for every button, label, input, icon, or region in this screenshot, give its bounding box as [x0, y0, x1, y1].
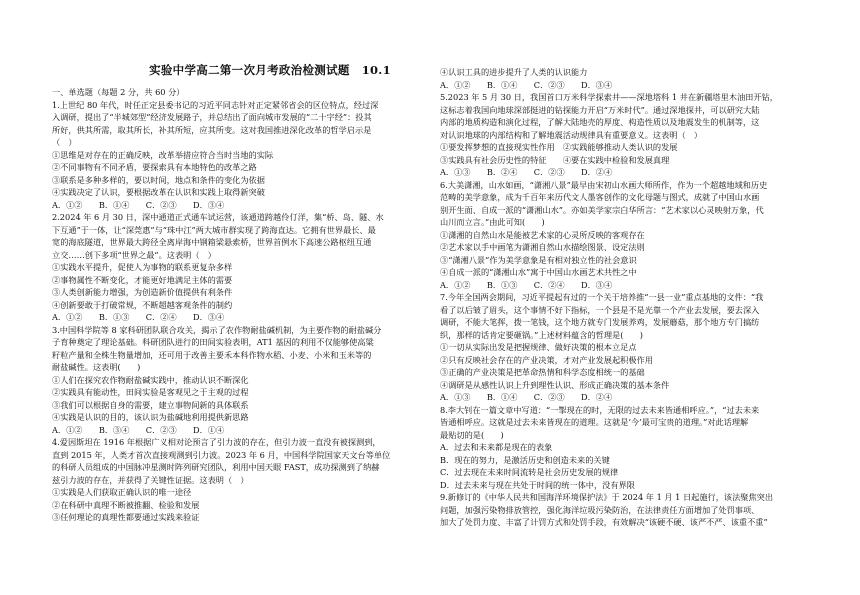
- left-text-line: ②实践具有能动性，田间实验是客观见之于主观的过程: [52, 387, 249, 397]
- right-text-line: ③实践具有社会历史性的特征 ④要在实践中检验和发展真理: [440, 154, 670, 165]
- left-text-line: ③人类创新能力增强，为创造新价值提供有利条件: [52, 287, 233, 297]
- left-text-line: 宽的海底隧道，世界最大跨径全离岸海中钢箱梁悬索桥，世界首例水下高速公路枢纽互通: [52, 237, 372, 247]
- left-column: [52, 86, 425, 524]
- right-text-line: 范畴的美学意象，成为千百年来历代文人墨客创作的文化母题与图式，成就了中国山水画: [440, 192, 760, 202]
- left-text-line: ①实践水平提升，促使人为事物的联系更复杂多样: [52, 262, 233, 272]
- right-text-line: ①一切从实际出发是把握规律、做好决策的根本立足点: [440, 342, 637, 352]
- left-text-line: A．①② B．①③ C．②④ D．③④: [52, 312, 225, 322]
- right-text-line: D．过去未来与现在共处于时间的统一体中，没有界限: [440, 479, 635, 490]
- left-text-line: 子育种奠定了理论基础。科研团队进行的田间实验表明，AT1 基因的利用不仅能够使高粱: [52, 337, 374, 347]
- left-text-line: 直到 2015 年，人类才首次直接观测到引力波。2023 年 6 月，中国科学院国家天文台等单位: [52, 449, 391, 460]
- right-text-line: 5.2023 年 5 月 30 日，我国首口万米科学探索井——深地塔科 1 井在新疆塔里木油田开钻，: [440, 92, 778, 102]
- right-text-line: A．①③ B．①④ C．②③ D．②④: [440, 392, 613, 402]
- left-text-line: 耐盐碱性。这表明( ): [52, 362, 141, 372]
- left-text-line: 入调研，提出了“半城郊型”经济发展路子，并总结出了面向城市发展的“二十字经”：投其: [52, 112, 372, 122]
- left-text-line: 兹引力波的存在，并获得了关键性证据。这表明（ ）: [52, 474, 249, 485]
- right-text-line: 别开生面、自成一派的“潇湘山水”。亦如美学家宗白华所言：“艺术家以心灵映射万象，代: [440, 204, 764, 215]
- left-text-line: ①实践是人们获取正确认识的唯一途径: [52, 487, 192, 497]
- left-text-line: 所好，供其所需，取其所长，补其所短，应其所变。这对我国推进深化改革的哲学启示是: [52, 124, 372, 135]
- page-title: [90, 62, 450, 78]
- right-text-line: 9.新修订的《中华人民共和国海洋环境保护法》于 2024 年 1 月 1 日起施行，该法聚焦突出: [440, 492, 774, 502]
- left-text-line: A．①② B．①④ C．②③ D．③④: [52, 199, 225, 210]
- left-text-line: 的科研人员组成的中国脉冲星测时阵列研究团队，利用中国天眼 FAST，成功探测到了纳赫: [52, 462, 380, 472]
- right-text-line: 内部的地质构造和演化过程，了解大陆地壳的厚度、构造性质以及地震发生的机制等，这: [440, 117, 760, 127]
- right-text-line: A．①③ B．②④ C．②③ D．②④: [440, 167, 613, 177]
- right-text-line: C．过去现在未来时间流转是社会历史发展的规律: [440, 467, 619, 477]
- right-text-line: 最贴切的是( ): [440, 429, 504, 440]
- left-text-line: 1.上世纪 80 年代，时任正定县委书记的习近平同志针对正定紧邻省会的区位特点，经过深: [52, 99, 379, 110]
- right-text-line: 7.今年全国两会期间，习近平提起有过的一个关于培养推“一县一业”重点基地的文件：“我: [440, 292, 764, 302]
- left-text-line: ①思维是对存在的正确反映，改革举措应符合当时当地的实际: [52, 149, 274, 160]
- left-text-line: （ ）: [52, 137, 77, 147]
- left-text-line: ②在科研中真理不断被推翻、检验和发展: [52, 499, 200, 510]
- right-text-line: 织，那样的话肯定要砸锅。”上述材料蕴含的哲理是( ): [440, 329, 643, 340]
- left-text-line: ④创新要敢于打破常规，不断超越客观条件的制约: [52, 299, 233, 310]
- left-text-line: ③任何理论的真理性都要通过实践来验证: [52, 512, 200, 522]
- right-text-line: 调研，不能大笔挥，拨一笔钱，这个地方就专门发展养鸡，发展蘑菇，那个地方专门搞纺: [440, 317, 760, 327]
- right-text-line: 皆通相呼应。这就是过去未来皆现在的道理。这就是‘今’最可宝贵的道理。”对此话理解: [440, 417, 749, 427]
- right-text-line: A．①② B．①④ C．②③ D．③④: [440, 79, 613, 90]
- left-text-line: 立交……创下多项“世界之最”。这表明（ ）: [52, 249, 216, 260]
- left-text-line: ②不同事物有不同矛盾，要探索具有本地特色的改革之路: [52, 162, 257, 172]
- right-column: [440, 66, 813, 529]
- left-text-line: ④实践决定了认识，要根据改革在认识和实践上取得新突破: [52, 187, 265, 197]
- left-text-line: 4.爱因斯坦在 1916 年根据广义相对论预言了引力波的存在，但引力波一直没有被探测到，: [52, 437, 381, 447]
- left-text-line: 籽粒产量和全株生物量增加，还可用于改善主要禾本科作物水稻、小麦、小米和玉米等的: [52, 349, 372, 360]
- left-text-line: ④实践是认识的目的，该认识为盐碱地利用提供新思路: [52, 412, 249, 422]
- right-text-line: ③“潇湘八景”作为美学意象是有相对独立性的社会意识: [440, 254, 637, 265]
- right-text-line: 对认识地球的内部结构和了解地震活动规律具有重要意义。这表明（ ）: [440, 129, 703, 140]
- left-text-line: 下互通”于一体，让“深莞惠”与“珠中江”两大城市群实现了跨海直达。它拥有世界最长、最: [52, 224, 376, 235]
- right-text-line: A．①② B．①③ C．②④ D．③④: [440, 279, 613, 290]
- right-text-line: ②艺术家以手中画笔为潇湘自然山水描绘图景、设定法则: [440, 242, 645, 252]
- right-text-line: ④认识工具的进步提升了人类的认识能力: [440, 67, 588, 77]
- right-text-line: A．过去和未来都是现在的表象: [440, 442, 553, 452]
- left-text-line: ③联系是多种多样的，要以时间，地点和条件的变化为依据: [52, 174, 265, 185]
- right-text-line: B．现在的努力，是激活历史和创造未来的关键: [440, 454, 610, 465]
- right-text-line: 加大了处罚力度、丰富了计罚方式和处罚手段，有效解决“该硬不硬、该严不严、该重不重”: [440, 517, 768, 527]
- right-text-line: ④自成一派的“潇湘山水”寓于中国山水画艺术共性之中: [440, 267, 637, 277]
- right-text-line: 看了以后皱了眉头，这个事情不好下指标，一个县是不是光靠一个产业去发展，要去深入: [440, 304, 760, 315]
- right-text-line: ④调研是从感性认识上升到理性认识、形成正确决策的基本条件: [440, 379, 670, 390]
- left-text-line: A．①② B．③④ C．②③ D．①④: [52, 424, 225, 435]
- right-text-line: 山川而立言。”由此可知( ): [440, 217, 545, 227]
- right-text-line: 问题，加强污染物排放管控，强化海洋垃圾污染防治，在法律责任方面增加了处罚事项、: [440, 504, 760, 515]
- right-text-line: 6.大美潇湘，山水如画，“潇湘八景”最早由宋初山水画大师所作，作为一个超越地域和历史: [440, 179, 768, 190]
- left-text-line: 一、单选题（每题 2 分，共 60 分）: [52, 87, 185, 97]
- right-text-line: ③正确的产业决策是把革命热情和科学态度相统一的基础: [440, 367, 645, 377]
- left-text-line: ②事物属性不断变化，才能更好地满足主体的需要: [52, 274, 233, 285]
- right-text-line: ②只有反映社会存在的产业决策，才对产业发展起积极作用: [440, 354, 653, 365]
- right-text-line: 8.李大钊在一篇文章中写道：“一掣现在的时，无限的过去未来皆通相呼应。”，“过去未来: [440, 404, 760, 415]
- right-text-line: ①要发挥梦想的直接现实性作用 ②实践能够推动人类认识的发展: [440, 142, 678, 152]
- right-text-line: 这标志着我国向地球深部挺进的钻探能力开启“万米时代”。通过深地探井，可以研究大陆: [440, 104, 760, 115]
- title-version: 10.1: [361, 63, 391, 77]
- left-text-line: 3.中国科学院等 8 家科研团队联合攻关，揭示了农作物耐盐碱机制，为主要作物的耐盐碱分: [52, 324, 382, 335]
- left-text-line: ①人们在探究农作物耐盐碱实践中，推动认识不断深化: [52, 374, 249, 385]
- right-text-line: ①潇湘的自然山水是能被艺术家的心灵所反映的客观存在: [440, 229, 645, 240]
- left-text-line: 2.2024 年 6 月 30 日，深中通道正式通车试运营，该通道跨越伶仃洋，集“桥、岛、隧、水: [52, 212, 384, 222]
- left-text-line: ③我们可以根据自身的需要，建立事物间新的具体联系: [52, 399, 249, 410]
- title-text: 实验中学高二第一次月考政治检测试题: [149, 63, 350, 77]
